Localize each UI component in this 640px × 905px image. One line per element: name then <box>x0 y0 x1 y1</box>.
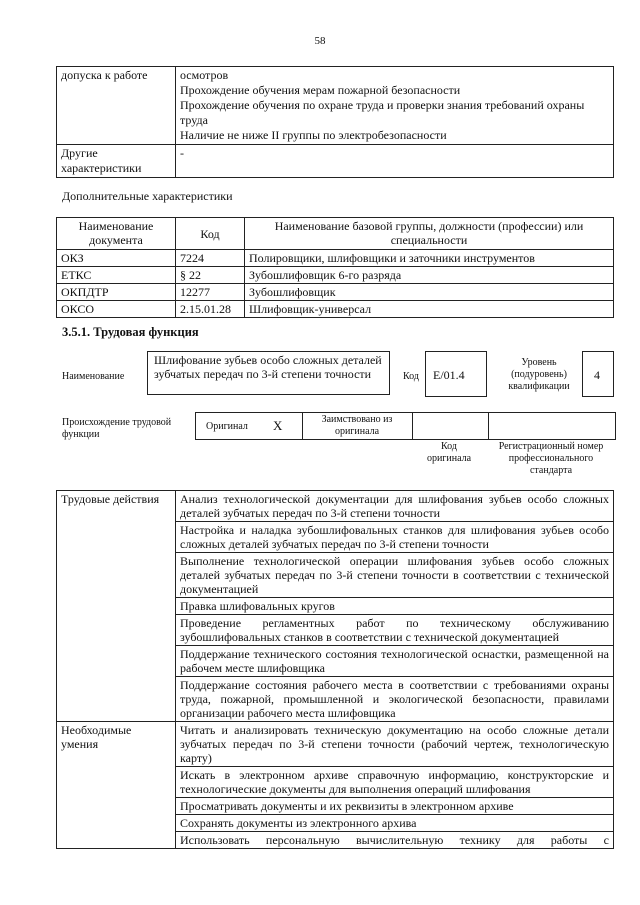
code-value: E/01.4 <box>433 368 465 382</box>
item: Настройка и наладка зубошлифовальных станков для шлифования зубьев особо сложных деталей зубчатых передач по 3-й степени точности <box>176 522 614 553</box>
table-row <box>57 301 614 318</box>
table-row <box>57 145 614 178</box>
additional-table <box>56 217 614 318</box>
reg-number-label: Регистрационный номер профессионального стандарта <box>498 441 604 476</box>
cell: ОКПДТР <box>57 284 176 301</box>
line: Прохождение обучения по охране труда и проверки знания требований охраны труда <box>180 98 585 127</box>
page-number: 58 <box>314 35 326 47</box>
cell: ОКСО <box>57 301 176 318</box>
cell: Зубошлифовщик <box>245 284 614 301</box>
header-cell: Код <box>176 218 245 250</box>
row-content: - <box>176 145 614 178</box>
borrowed-label: Заимствовано из оригинала <box>321 414 393 437</box>
table-row <box>57 284 614 301</box>
cell: ОКЗ <box>57 250 176 267</box>
item: Поддержание технического состояния технологической оснастки, размещенной на рабочем месте шлифовщика <box>176 646 614 677</box>
cell: Полировщики, шлифовщики и заточники инструментов <box>245 250 614 267</box>
line: Наличие не ниже II группы по электробезопасности <box>180 128 447 142</box>
code-original-label: Код оригинала <box>426 441 472 464</box>
item: Выполнение технологической операции шлифования зубьев особо сложных деталей зубчатых передач по 3-й степени точности в соответствии с технической документацией <box>176 553 614 598</box>
section-title: 3.5.1. Трудовая функция <box>62 325 199 339</box>
origin-label: Происхождение трудовой функции <box>62 417 172 440</box>
additional-title: Дополнительные характеристики <box>62 189 233 203</box>
row-content <box>176 67 614 145</box>
row-label: допуска к работе <box>57 67 176 145</box>
function-name-box <box>147 351 390 395</box>
row-label: Другие характеристики <box>57 145 176 178</box>
table-row <box>57 722 614 767</box>
table-row <box>57 67 614 145</box>
item: Искать в электронном архиве справочную информацию, конструкторские и технологические документы для выполнения операций шлифования <box>176 767 614 798</box>
header-row <box>57 218 614 250</box>
item: Проведение регламентных работ по техническому обслуживанию зубошлифовальных станков в соответствии с технической документацией <box>176 615 614 646</box>
cell: ЕТКС <box>57 267 176 284</box>
item: Поддержание состояния рабочего места в соответствии с требованиями охраны труда, пожарной, промышленной и экологической безопасности, правилами организации рабочего места шлифовщика <box>176 677 614 722</box>
original-mark: X <box>273 418 283 433</box>
divider <box>302 412 303 439</box>
main-table <box>56 490 614 849</box>
name-label: Наименование <box>62 371 125 382</box>
table-row <box>57 491 614 522</box>
level-label: Уровень (подуровень) квалификации <box>508 357 570 392</box>
section-label: Необходимые умения <box>57 722 176 849</box>
item: Сохранять документы из электронного архива <box>176 815 614 832</box>
item: Читать и анализировать техническую документацию на особо сложные детали зубчатых передач по 3-й степени точности (рабочий чертеж, технологическую карту) <box>176 722 614 767</box>
cell: 2.15.01.28 <box>176 301 245 318</box>
line: осмотров <box>180 68 229 82</box>
divider <box>488 412 489 439</box>
divider <box>412 412 413 439</box>
top-table <box>56 66 614 178</box>
cell: 7224 <box>176 250 245 267</box>
item: Анализ технологической документации для шлифования зубьев особо сложных деталей зубчатых передач по 3-й степени точности <box>176 491 614 522</box>
header-cell: Наименование документа <box>57 218 176 250</box>
table-row <box>57 250 614 267</box>
level-value: 4 <box>594 368 600 382</box>
original-label: Оригинал <box>206 421 248 432</box>
cell: Шлифовщик-универсал <box>245 301 614 318</box>
section-label: Трудовые действия <box>57 491 176 722</box>
cell: § 22 <box>176 267 245 284</box>
code-label: Код <box>403 371 419 382</box>
cell: 12277 <box>176 284 245 301</box>
table-row <box>57 267 614 284</box>
line: Прохождение обучения мерам пожарной безопасности <box>180 83 461 97</box>
item: Просматривать документы и их реквизиты в электронном архиве <box>176 798 614 815</box>
cell: Зубошлифовщик 6-го разряда <box>245 267 614 284</box>
item: Использовать персональную вычислительную технику для работы с <box>176 832 614 849</box>
header-cell: Наименование базовой группы, должности (профессии) или специальности <box>245 218 614 250</box>
item: Правка шлифовальных кругов <box>176 598 614 615</box>
function-name: Шлифование зубьев особо сложных деталей зубчатых передач по 3-й степени точности <box>154 353 382 381</box>
